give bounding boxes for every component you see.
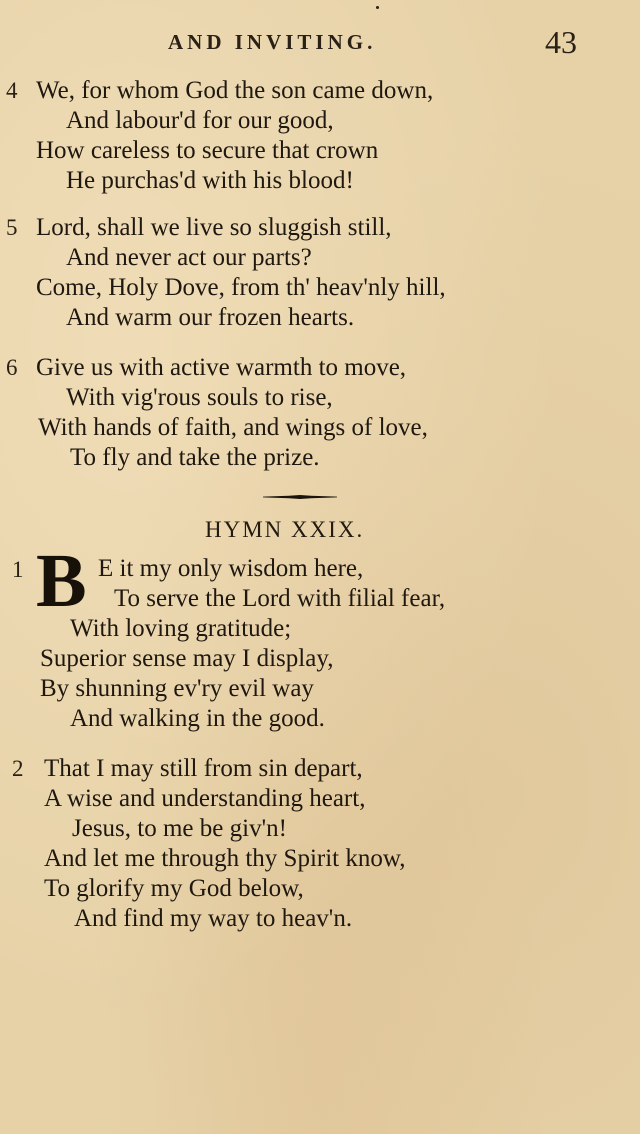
verse-number: 5 xyxy=(6,215,18,240)
ornamental-rule xyxy=(263,495,337,499)
verse-line: How careless to secure that crown xyxy=(36,137,379,164)
verse-line: And walking in the good. xyxy=(70,705,325,732)
running-head: AND INVITING. xyxy=(168,30,377,54)
drop-cap: B xyxy=(36,539,87,623)
verse-line: And let me through thy Spirit know, xyxy=(44,845,406,872)
verse-line: By shunning ev'ry evil way xyxy=(40,675,314,702)
verse-line: With hands of faith, and wings of love, xyxy=(38,414,428,441)
verse-line: Give us with active warmth to move, xyxy=(36,354,407,381)
verse-line: With vig'rous souls to rise, xyxy=(66,384,333,411)
verse-line: Jesus, to me be giv'n! xyxy=(72,815,287,842)
verse-line: We, for whom God the son came down, xyxy=(36,77,434,104)
verse-line: Lord, shall we live so sluggish still, xyxy=(36,214,392,241)
verse-line: E it my only wisdom here, xyxy=(98,555,364,582)
verse-line: Superior sense may I display, xyxy=(40,645,334,672)
verse-line: To fly and take the prize. xyxy=(70,444,320,471)
verse-line: And find my way to heav'n. xyxy=(74,905,353,932)
verse-number: 2 xyxy=(12,756,24,781)
verse-line: With loving gratitude; xyxy=(70,615,292,642)
verse-number: 4 xyxy=(6,78,18,103)
page-number: 43 xyxy=(545,24,577,60)
hymn-title: HYMN XXIX. xyxy=(205,517,365,542)
verse-line: And never act our parts? xyxy=(66,244,312,271)
verse-line: And warm our frozen hearts. xyxy=(66,304,355,331)
verse-line: That I may still from sin depart, xyxy=(44,755,363,782)
verse-line: And labour'd for our good, xyxy=(66,107,334,134)
verse-line: A wise and understanding heart, xyxy=(44,785,366,812)
ink-speck xyxy=(376,6,379,9)
verse-number: 1 xyxy=(12,557,24,582)
verse-line: He purchas'd with his blood! xyxy=(66,167,354,194)
verse-line: To serve the Lord with filial fear, xyxy=(114,585,446,612)
verse-number: 6 xyxy=(6,355,18,380)
verse-line: Come, Holy Dove, from th' heav'nly hill, xyxy=(36,274,446,301)
verse-line: To glorify my God below, xyxy=(44,875,304,902)
